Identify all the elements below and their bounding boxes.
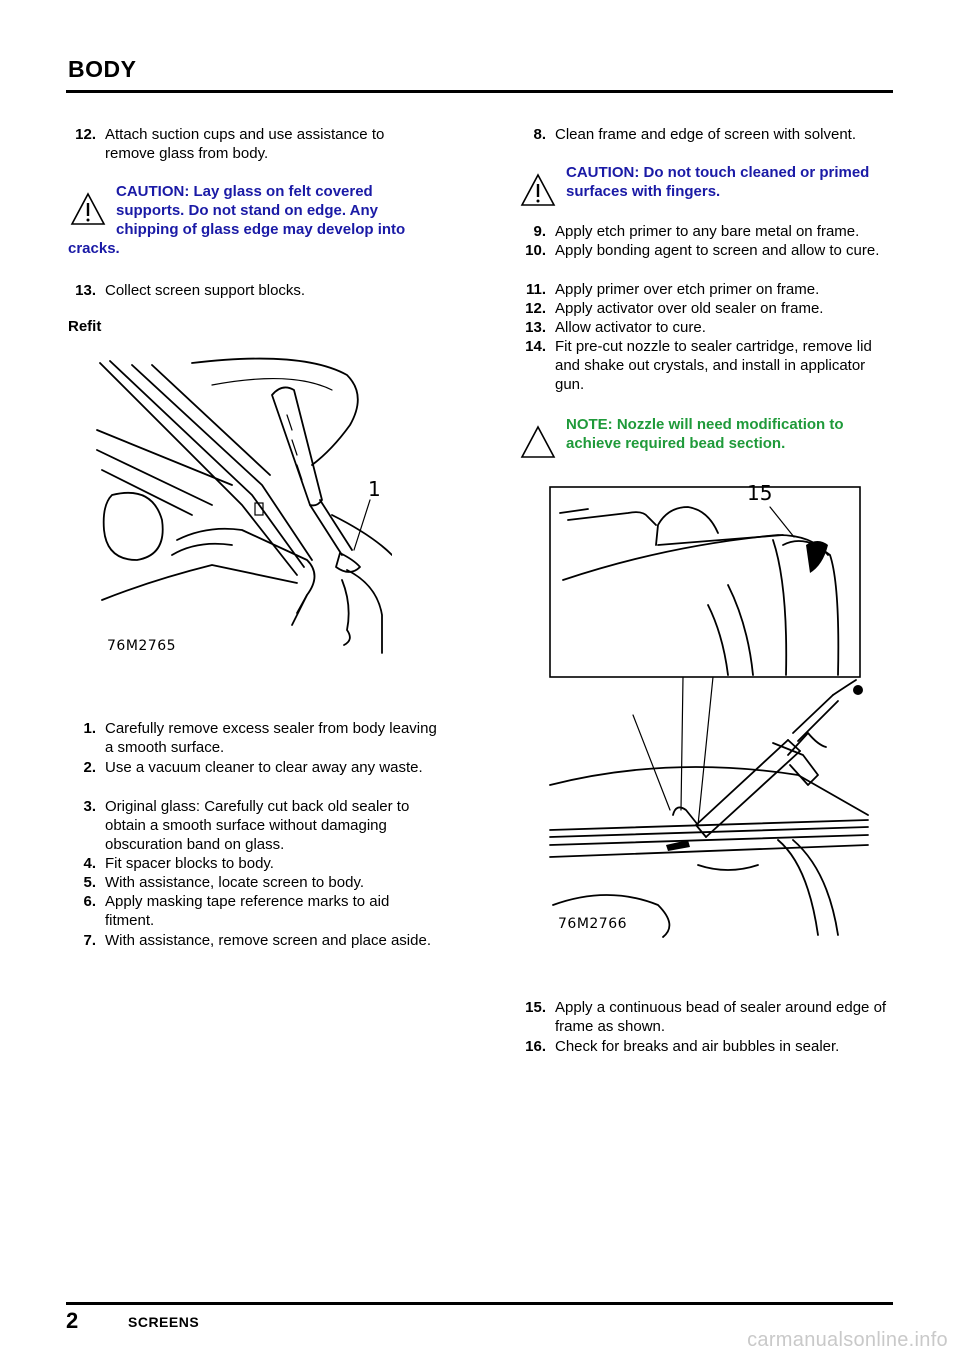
step-number: 7.	[83, 932, 96, 949]
step-text: Clean frame and edge of screen with solvent.	[555, 126, 857, 143]
step-15	[518, 998, 898, 1038]
step-1	[68, 719, 438, 759]
step-number: 4.	[83, 855, 96, 872]
step-text: Attach suction cups and use assistance to remove glass from body.	[105, 126, 385, 162]
caution-text: CAUTION: Lay glass on felt covered supports. Do not stand on edge. Any chipping of glass edge may develop into	[116, 183, 406, 238]
figure-76m2765	[92, 355, 392, 655]
step-text: Apply activator over old sealer on frame.	[555, 300, 824, 317]
step-text: Fit spacer blocks to body.	[105, 855, 274, 872]
step-text: Apply bonding agent to screen and allow to cure.	[555, 242, 880, 259]
step-number: 5.	[83, 874, 96, 891]
page-number: 2	[66, 1308, 79, 1333]
step-number: 6.	[83, 893, 96, 910]
step-5	[68, 873, 438, 893]
step-12-left	[68, 125, 438, 165]
step-6	[68, 892, 438, 932]
header-rule	[66, 90, 893, 93]
step-3	[68, 797, 438, 857]
section-name: SCREENS	[128, 1314, 200, 1330]
step-text: With assistance, locate screen to body.	[105, 874, 365, 891]
step-number: 8.	[533, 126, 546, 143]
step-number: 1.	[83, 720, 96, 737]
step-14	[518, 337, 898, 397]
note-text: NOTE: Nozzle will need modification to achieve required bead section.	[566, 416, 844, 452]
step-11	[518, 280, 898, 300]
page-title: BODY	[68, 56, 137, 82]
step-text: Apply a continuous bead of sealer around edge of frame as shown.	[555, 999, 887, 1035]
figure-callout: 15	[747, 481, 773, 505]
step-number: 13.	[75, 282, 96, 299]
figure-76m2766	[548, 481, 888, 940]
step-number: 16.	[525, 1038, 546, 1055]
step-text: Collect screen support blocks.	[105, 282, 306, 299]
step-number: 9.	[533, 223, 546, 240]
step-number: 2.	[83, 759, 96, 776]
step-number: 10.	[525, 242, 546, 259]
footer-rule	[66, 1302, 893, 1305]
step-text: Check for breaks and air bubbles in sealer.	[555, 1038, 840, 1055]
step-10	[518, 241, 898, 281]
step-7	[68, 931, 438, 971]
figure-callout: 1	[368, 477, 381, 501]
note-box	[518, 415, 898, 459]
step-text: Original glass: Carefully cut back old sealer to obtain a smooth surface without damaging obscuration band on glass.	[105, 798, 410, 853]
caution-box-2	[518, 163, 898, 207]
figure-label: 76M2766	[558, 916, 628, 932]
warning-icon	[520, 173, 556, 207]
caution-box-1	[68, 182, 438, 262]
step-16	[518, 1037, 898, 1057]
step-text: Fit pre-cut nozzle to sealer cartridge, remove lid and shake out crystals, and install in applicator gun.	[555, 338, 872, 393]
step-number: 12.	[525, 300, 546, 317]
step-number: 3.	[83, 798, 96, 815]
step-9	[518, 222, 898, 242]
step-number: 15.	[525, 999, 546, 1016]
figure-label: 76M2765	[107, 638, 177, 654]
step-13-left	[68, 281, 438, 301]
step-number: 12.	[75, 126, 96, 143]
step-text: With assistance, remove screen and place aside.	[105, 932, 431, 949]
step-8	[518, 125, 898, 145]
step-number: 13.	[525, 319, 546, 336]
step-13-right	[518, 318, 898, 338]
windscreen-removal-illustration	[92, 355, 392, 655]
watermark: carmanualsonline.info	[747, 1329, 948, 1351]
caution-text-tail: cracks.	[68, 240, 120, 257]
step-number: 14.	[525, 338, 546, 355]
step-12-right	[518, 299, 898, 319]
caution-text: CAUTION: Do not touch cleaned or primed surfaces with fingers.	[566, 164, 870, 200]
note-triangle-icon	[520, 425, 556, 459]
sealer-application-illustration	[548, 485, 888, 940]
step-text: Apply masking tape reference marks to aid fitment.	[105, 893, 390, 929]
step-2	[68, 758, 438, 798]
step-text: Apply primer over etch primer on frame.	[555, 281, 820, 298]
step-text: Apply etch primer to any bare metal on frame.	[555, 223, 860, 240]
step-number: 11.	[525, 281, 546, 298]
step-text: Carefully remove excess sealer from body leaving a smooth surface.	[105, 720, 437, 756]
step-text: Use a vacuum cleaner to clear away any waste.	[105, 759, 423, 776]
step-text: Allow activator to cure.	[555, 319, 706, 336]
refit-heading: Refit	[68, 318, 102, 335]
warning-icon	[70, 192, 106, 226]
step-4	[68, 854, 438, 874]
